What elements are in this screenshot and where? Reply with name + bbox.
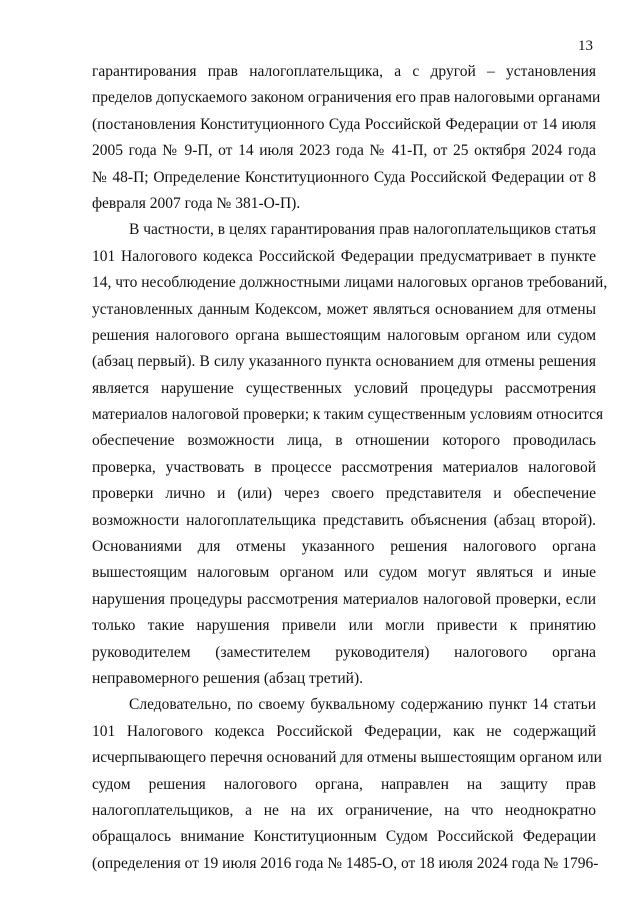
text-line: гарантирования прав налогоплательщика, а с другой – установления (92, 63, 596, 80)
text-line: 101 Налогового кодекса Российской Федерации, как не содержащий (92, 722, 596, 740)
text-line: пределов допускаемого законом ограничения его прав налоговыми органами (92, 89, 601, 107)
text-line: материалов налоговой проверки; к таким существенным условиям относится (92, 406, 604, 424)
text-line: решения налогового органа вышестоящим налоговым органом или судом (92, 326, 596, 344)
text-line: возможности налогоплательщика представить объяснения (абзац второй). (92, 511, 596, 529)
text-line: только такие нарушения привели или могли привести к принятию (92, 617, 596, 635)
text-line: (постановления Конституционного Суда Российской Федерации от 14 июля (92, 115, 596, 133)
text-line: является нарушение существенных условий процедуры рассмотрения (92, 379, 596, 397)
text-line: исчерпывающего перечня оснований для отмены вышестоящим органом или (92, 749, 602, 767)
text-line: В частности, в целях гарантирования прав налогоплательщиков статья (129, 221, 596, 239)
paragraph-2 (92, 217, 608, 692)
document-body (92, 59, 608, 877)
text-line: (определения от 19 июля 2016 года № 1485-О, от 18 июля 2024 года № 1796- (92, 854, 599, 872)
text-line: обращалось внимание Конституционным Судом Российской Федерации (92, 828, 596, 846)
text-line: руководителем (заместителем руководителя) налогового органа (92, 643, 596, 661)
text-line: № 48-П; Определение Конституционного Суда Российской Федерации от 8 (92, 168, 596, 186)
text-line: 2005 года № 9-П, от 14 июля 2023 года № 41-П, от 25 октября 2024 года (92, 142, 596, 160)
text-line: февраля 2007 года № 381-О-П). (92, 194, 301, 212)
text-line: неправомерного решения (абзац третий). (92, 669, 363, 687)
text-line: вышестоящим налоговым органом или судом могут являться и иные (92, 564, 596, 582)
text-line: Основаниями для отмены указанного решения налогового органа (92, 538, 596, 556)
paragraph-3 (92, 692, 602, 877)
text-line: проверка, участвовать в процессе рассмотрения материалов налоговой (92, 458, 596, 476)
text-line: проверки лично и (или) через своего представителя и обеспечение (92, 485, 596, 503)
text-line: обеспечение возможности лица, в отношении которого проводилась (92, 432, 596, 450)
text-line: судом решения налогового органа, направлен на защиту прав (92, 775, 596, 793)
text-line: Следовательно, по своему буквальному содержанию пункт 14 статьи (129, 696, 596, 714)
text-line: 101 Налогового кодекса Российской Федерации предусматривает в пункте (92, 247, 596, 265)
text-line: установленных данным Кодексом, может являться основанием для отмены (92, 300, 596, 318)
paragraph-1 (92, 59, 601, 217)
text-line: (абзац первый). В силу указанного пункта основанием для отмены решения (92, 353, 596, 371)
text-line: налогоплательщиков, а не на их ограничение, на что неоднократно (92, 801, 596, 819)
page-number: 13 (578, 38, 593, 54)
text-line: нарушения процедуры рассмотрения материалов налоговой проверки, если (92, 590, 596, 608)
text-line: 14, что несоблюдение должностными лицами налоговых органов требований, (92, 274, 608, 292)
